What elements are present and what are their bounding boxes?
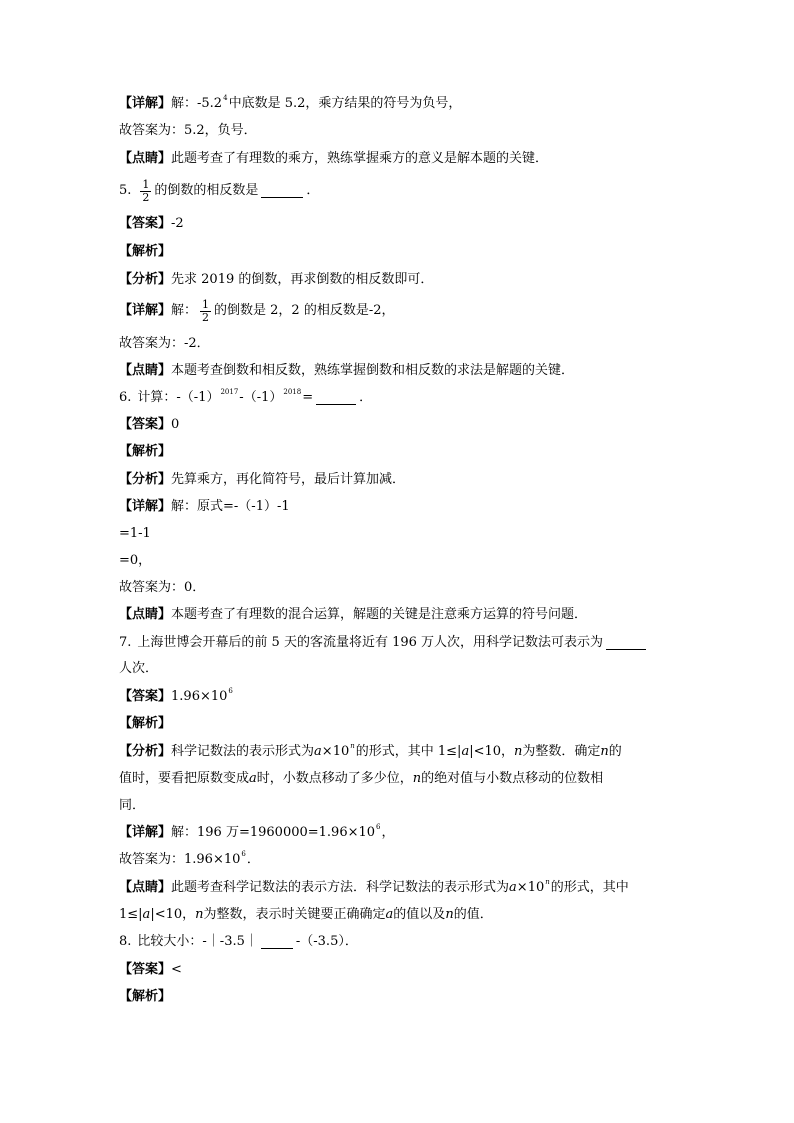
- variable-a: a: [249, 771, 257, 786]
- q4-answer-line: [119, 122, 679, 140]
- exponent: 6: [376, 823, 381, 831]
- analyze-text: 先算乘方，再化简符号，最后计算加减．: [171, 472, 406, 487]
- question-text: 人次．: [119, 661, 159, 676]
- question-text: 的倒数的相反数是: [154, 183, 259, 198]
- analyze-text: 的: [608, 744, 622, 759]
- answer-line: 故答案为：-2．: [119, 336, 210, 351]
- variable-a: a: [461, 744, 470, 759]
- answer-blank: [606, 636, 646, 650]
- q5-analysis-line: [119, 243, 679, 261]
- comment-text: 本题考查倒数和相反数，熟练掌握倒数和相反数的求法是解题的关键．: [171, 363, 575, 378]
- calc-step: =1-1: [119, 526, 151, 541]
- detail-tag: 【详解】: [119, 825, 172, 840]
- comment-tag: 【点睛】: [119, 363, 172, 378]
- question-number: 6.: [119, 390, 132, 405]
- variable-n: n: [445, 907, 454, 922]
- answer-line: 故答案为：0．: [119, 580, 206, 595]
- analysis-tag: 【解析】: [119, 989, 172, 1004]
- detail-text: 解：原式=-（-1）-1: [171, 499, 290, 514]
- analyze-tag: 【分析】: [119, 472, 172, 487]
- detail-text: 解：196 万=1960000=1.96×10: [171, 825, 376, 840]
- q6-answer-summary: [119, 579, 679, 597]
- q7-detail-line: [119, 824, 679, 842]
- fraction: [200, 299, 211, 324]
- q6-step2: [119, 552, 679, 570]
- analyze-text: 的绝对值与小数点移动的位数相: [421, 771, 604, 786]
- comment-text: ×10: [516, 880, 545, 895]
- answer-blank: [261, 935, 293, 949]
- answer-line: 故答案为：5.2，负号．: [119, 123, 257, 138]
- answer-value: <: [171, 962, 182, 977]
- question-end: ．: [359, 390, 373, 405]
- analyze-text: |<10，: [469, 744, 515, 759]
- variable-a: a: [509, 880, 517, 895]
- question-text: =: [302, 390, 314, 405]
- q4-comment-line: [119, 150, 679, 168]
- analysis-tag: 【解析】: [119, 716, 172, 731]
- variable-n: n: [412, 771, 422, 786]
- answer-value: 1.96×10: [171, 689, 228, 704]
- answer-line: ．: [246, 852, 260, 867]
- q5-detail-line: [119, 298, 679, 324]
- fraction-numerator: 1: [202, 297, 210, 311]
- question-number: 8.: [119, 934, 132, 949]
- answer-blank: [316, 391, 356, 405]
- analyze-text: 同．: [119, 798, 146, 813]
- q5-answer-summary: [119, 335, 679, 353]
- variable-n: n: [600, 744, 609, 759]
- variable-a: a: [385, 907, 394, 922]
- analysis-tag: 【解析】: [119, 244, 172, 259]
- comment-text: 的值以及: [393, 907, 446, 922]
- q5-comment-line: [119, 362, 679, 380]
- question-number: 5.: [119, 183, 132, 198]
- analyze-text: 为整数．确定: [522, 744, 601, 759]
- detail-prefix: 解：: [171, 303, 198, 318]
- question-text: -（-1）: [239, 390, 283, 405]
- q6-comment-line: [119, 606, 679, 624]
- q8-question-line: [119, 933, 679, 951]
- analyze-text: 先求 2019 的倒数，再求倒数的相反数即可．: [171, 272, 434, 287]
- q7-analyze-line3: [119, 797, 679, 815]
- exponent: 2017: [220, 388, 239, 396]
- detail-text: 的倒数是 2，2 的相反数是-2，: [214, 303, 395, 318]
- question-text: 计算：-（-1）: [137, 390, 220, 405]
- fraction: [140, 179, 151, 204]
- analyze-tag: 【分析】: [119, 744, 172, 759]
- exponent: 4: [223, 94, 228, 102]
- comment-text: |<10，: [150, 907, 196, 922]
- analyze-text: 值时，要看把原数变成: [119, 771, 250, 786]
- answer-tag: 【答案】: [119, 962, 172, 977]
- comment-tag: 【点睛】: [119, 607, 172, 622]
- comment-text: 1≤|: [119, 907, 143, 922]
- q7-answer-line: [119, 688, 679, 706]
- detail-tag: 【详解】: [119, 499, 172, 514]
- analyze-text: 时，小数点移动了多少位，: [256, 771, 413, 786]
- detail-tag: 【详解】: [119, 96, 172, 111]
- variable-n: n: [195, 907, 204, 922]
- question-text: 上海世博会开幕后的前 5 天的客流量将近有 196 万人次，用科学记数法可表示为: [137, 635, 604, 650]
- q7-question-line: [119, 634, 679, 652]
- q7-comment-line1: [119, 879, 679, 897]
- answer-value: -2: [171, 216, 184, 231]
- comment-text: 本题考查了有理数的混合运算，解题的关键是注意乘方运算的符号问题．: [171, 607, 588, 622]
- exponent: n: [545, 878, 550, 886]
- q8-analysis-line: [119, 988, 679, 1006]
- exponent: n: [350, 742, 355, 750]
- fraction-denominator: 2: [142, 190, 150, 204]
- q6-question-line: [119, 389, 679, 407]
- q7-analysis-line: [119, 715, 679, 733]
- answer-blank: [261, 184, 303, 198]
- q7-answer-summary: [119, 851, 679, 869]
- fraction-numerator: 1: [142, 177, 150, 191]
- q7-comment-line2: [119, 906, 679, 924]
- q8-answer-line: [119, 961, 679, 979]
- analyze-text: 的形式，其中 1≤|: [355, 744, 462, 759]
- exponent: 2018: [283, 388, 302, 396]
- comment-text: 为整数，表示时关键要正确确定: [203, 907, 386, 922]
- q6-step1: [119, 525, 679, 543]
- answer-line: 故答案为：1.96×10: [119, 852, 241, 867]
- q5-analyze-line: [119, 271, 679, 289]
- detail-text: 中底数是 5.2，乘方结果的符号为负号，: [228, 96, 462, 111]
- variable-a: a: [314, 744, 322, 759]
- detail-text: 解：-5.2: [171, 96, 223, 111]
- answer-tag: 【答案】: [119, 417, 172, 432]
- exponent: 6: [228, 687, 233, 695]
- q7-question-cont: [119, 660, 679, 678]
- q4-detail-line: [119, 95, 679, 113]
- comment-text: 此题考查了有理数的乘方，熟练掌握乘方的意义是解本题的关键．: [171, 151, 549, 166]
- q6-analyze-line: [119, 471, 679, 489]
- comment-tag: 【点睛】: [119, 880, 172, 895]
- question-text: 比较大小：-｜-3.5｜: [137, 934, 258, 949]
- q5-answer-line: [119, 215, 679, 233]
- comment-tag: 【点睛】: [119, 151, 172, 166]
- exponent: 6: [241, 850, 246, 858]
- fraction-denominator: 2: [202, 310, 210, 324]
- detail-text: ，: [381, 825, 395, 840]
- q7-analyze-line2: [119, 770, 679, 788]
- question-number: 7.: [119, 635, 132, 650]
- question-text: -（-3.5）．: [295, 934, 358, 949]
- q6-detail-line: [119, 498, 679, 516]
- variable-n: n: [514, 744, 523, 759]
- question-end: ．: [306, 183, 320, 198]
- comment-text: 此题考查科学记数法的表示方法．科学记数法的表示形式为: [171, 880, 510, 895]
- comment-text: 的值．: [453, 907, 493, 922]
- answer-tag: 【答案】: [119, 689, 172, 704]
- answer-tag: 【答案】: [119, 216, 172, 231]
- q6-analysis-line: [119, 443, 679, 461]
- analyze-text: ×10: [321, 744, 350, 759]
- calc-step: =0，: [119, 553, 152, 568]
- comment-text: 的形式，其中: [550, 880, 629, 895]
- analysis-tag: 【解析】: [119, 444, 172, 459]
- q6-answer-line: [119, 416, 679, 434]
- detail-tag: 【详解】: [119, 303, 172, 318]
- q5-question-line: [119, 178, 679, 204]
- analyze-tag: 【分析】: [119, 272, 172, 287]
- answer-value: 0: [171, 417, 180, 432]
- q7-analyze-line1: [119, 743, 679, 761]
- variable-a: a: [142, 907, 151, 922]
- analyze-text: 科学记数法的表示形式为: [171, 744, 315, 759]
